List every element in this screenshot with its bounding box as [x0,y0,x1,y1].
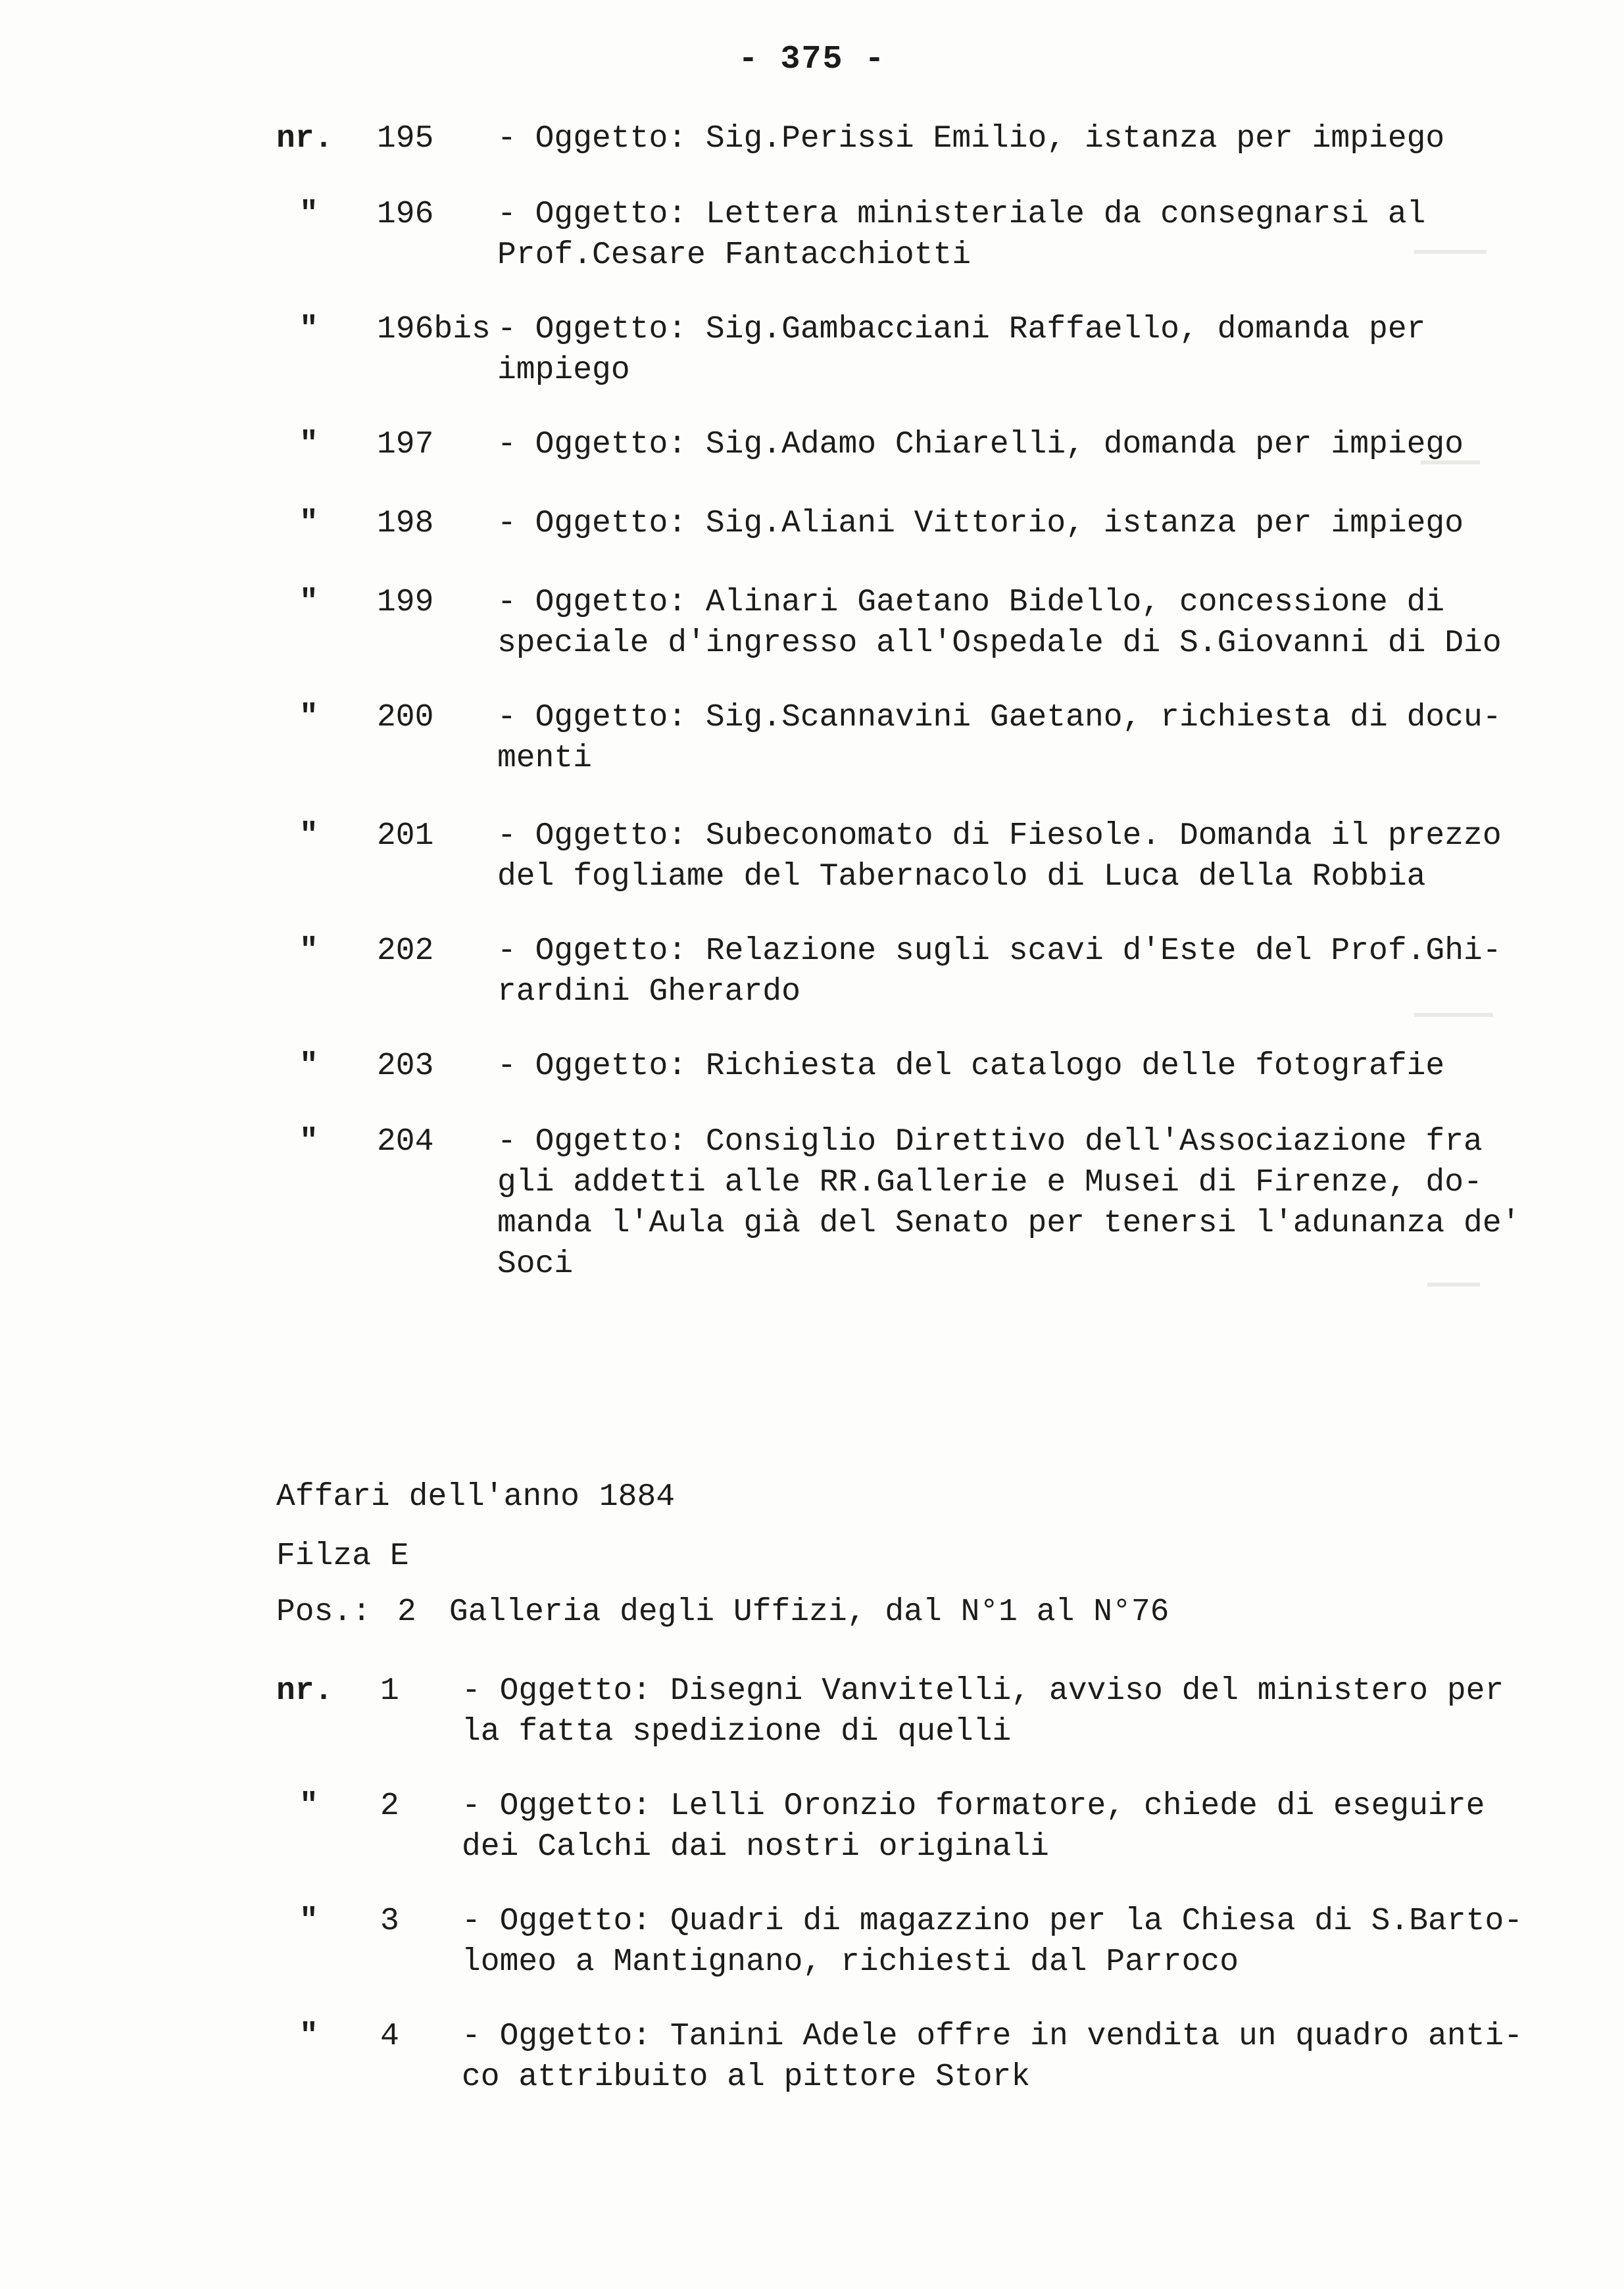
entry-text-line: - Oggetto: Sig.Aliani Vittorio, istanza per impiego [497,506,1464,541]
entry-text [497,194,1425,276]
entry-prefix: " [299,700,318,735]
entry-number: 199 [377,585,434,620]
entry-text-line: - Oggetto: Tanini Adele offre in vendita un quadro anti- [462,2019,1523,2054]
filza-line [276,1536,409,1577]
entry-text [497,118,1444,159]
entry-text [497,1121,1520,1285]
entry-text-line: Prof.Cesare Fantacchiotti [497,237,972,273]
entry-row [0,424,1624,465]
entry-prefix: " [299,1124,318,1160]
entry-row [0,697,1624,779]
entry-text [497,309,1425,391]
entry-text-line: manda l'Aula già del Senato per tenersi l'adunanza de' [497,1206,1521,1241]
entry-text-line: co attribuito al pittore Stork [462,2059,1031,2095]
entry-text-line: dei Calchi dai nostri originali [462,1829,1049,1865]
entry-number: 4 [380,2019,399,2054]
entry-text-line: rardini Gherardo [497,974,800,1010]
entry-prefix: nr. [276,1673,333,1709]
entry-prefix: " [299,585,318,620]
entry-text-line: la fatta spedizione di quelli [462,1714,1012,1750]
entry-number: 196 [377,197,434,232]
entry-text [462,2016,1523,2098]
entry-prefix: " [299,2019,318,2054]
entry-text-line: - Oggetto: Richiesta del catalogo delle fotografie [497,1048,1445,1084]
affari-label: Affari dell'anno [276,1479,579,1515]
entry-text-line: - Oggetto: Relazione sugli scavi d'Este del Prof.Ghi- [497,933,1502,969]
entry-row [0,1046,1624,1087]
entry-text [497,503,1464,544]
entry-row [0,816,1624,897]
entry-text-line: - Oggetto: Lelli Oronzio formatore, chiede di eseguire [462,1788,1485,1824]
entry-prefix: " [299,312,318,347]
entry-text-line: Soci [497,1246,574,1282]
entry-prefix: " [299,506,318,541]
entry-text-line: - Oggetto: Sig.Gambacciani Raffaello, domanda per [497,312,1426,347]
entry-prefix: " [299,933,318,969]
entry-row [0,1121,1624,1285]
entry-number: 197 [377,427,434,462]
entry-row [0,503,1624,544]
entry-text [497,582,1502,664]
affari-line [276,1477,675,1517]
entry-number: 201 [377,818,434,854]
entry-text [497,697,1502,779]
pos-label: Pos.: [276,1594,372,1630]
entry-row [0,931,1624,1012]
entry-text-line: lomeo a Mantignano, richiesti dal Parroco [462,1944,1239,1980]
entry-text-line: gli addetti alle RR.Gallerie e Musei di Firenze, do- [497,1165,1483,1200]
entry-text-line: - Oggetto: Quadri di magazzino per la Chiesa di S.Barto- [462,1904,1523,1939]
filza-label: Filza E [276,1538,409,1574]
entry-text-line: - Oggetto: Consiglio Direttivo dell'Associazione fra [497,1124,1483,1160]
page-number: - 375 - [738,41,886,78]
entry-row [0,194,1624,276]
entry-row [0,1786,1624,1867]
entry-text-line: - Oggetto: Lettera ministeriale da consegnarsi al [497,197,1426,232]
entry-prefix: " [299,1048,318,1084]
entry-text [462,1671,1504,1752]
affari-year: 1884 [599,1479,676,1515]
entry-row [0,309,1624,391]
entry-prefix: " [299,1904,318,1939]
entry-row [0,1671,1624,1752]
pos-text: Galleria degli Uffizi, dal N°1 al N°76 [449,1594,1169,1630]
entry-row [0,582,1624,664]
entry-text-line: - Oggetto: Subeconomato di Fiesole. Domanda il prezzo [497,818,1502,854]
entry-prefix: " [299,427,318,462]
entry-text-line: - Oggetto: Sig.Scannavini Gaetano, richiesta di docu- [497,700,1502,735]
pos-line [276,1592,1169,1633]
entry-number: 3 [380,1904,399,1939]
entry-prefix: " [299,818,318,854]
entry-number: 203 [377,1048,434,1084]
entry-prefix: nr. [276,121,333,157]
show-through-mark [1414,1013,1493,1017]
entry-prefix: " [299,197,318,232]
entry-text [497,931,1502,1012]
entry-text-line: speciale d'ingresso all'Ospedale di S.Giovanni di Dio [497,626,1502,661]
entry-number: 198 [377,506,434,541]
entry-text-line: - Oggetto: Sig.Adamo Chiarelli, domanda per impiego [497,427,1464,462]
entry-row [0,1901,1624,1982]
entry-text [497,816,1502,897]
entry-prefix: " [299,1788,318,1824]
entry-number: 2 [380,1788,399,1824]
entry-text-line: - Oggetto: Alinari Gaetano Bidello, concessione di [497,585,1445,620]
entry-text-line: del fogliame del Tabernacolo di Luca della Robbia [497,859,1426,895]
entry-text [462,1786,1485,1867]
entry-number: 196bis [377,312,491,347]
entry-text [497,424,1464,465]
entry-number: 202 [377,933,434,969]
entry-text [497,1046,1444,1087]
entry-number: 200 [377,700,434,735]
entry-row [0,118,1624,159]
entry-text-line: - Oggetto: Sig.Perissi Emilio, istanza per impiego [497,121,1445,157]
entry-number: 1 [380,1673,399,1709]
entry-text-line: menti [497,741,593,776]
entry-number: 195 [377,121,434,157]
entry-text [462,1901,1523,1982]
pos-number: 2 [397,1594,416,1630]
entry-number: 204 [377,1124,434,1160]
entry-row [0,2016,1624,2098]
entry-text-line: - Oggetto: Disegni Vanvitelli, avviso del ministero per [462,1673,1504,1709]
entry-text-line: impiego [497,353,630,388]
